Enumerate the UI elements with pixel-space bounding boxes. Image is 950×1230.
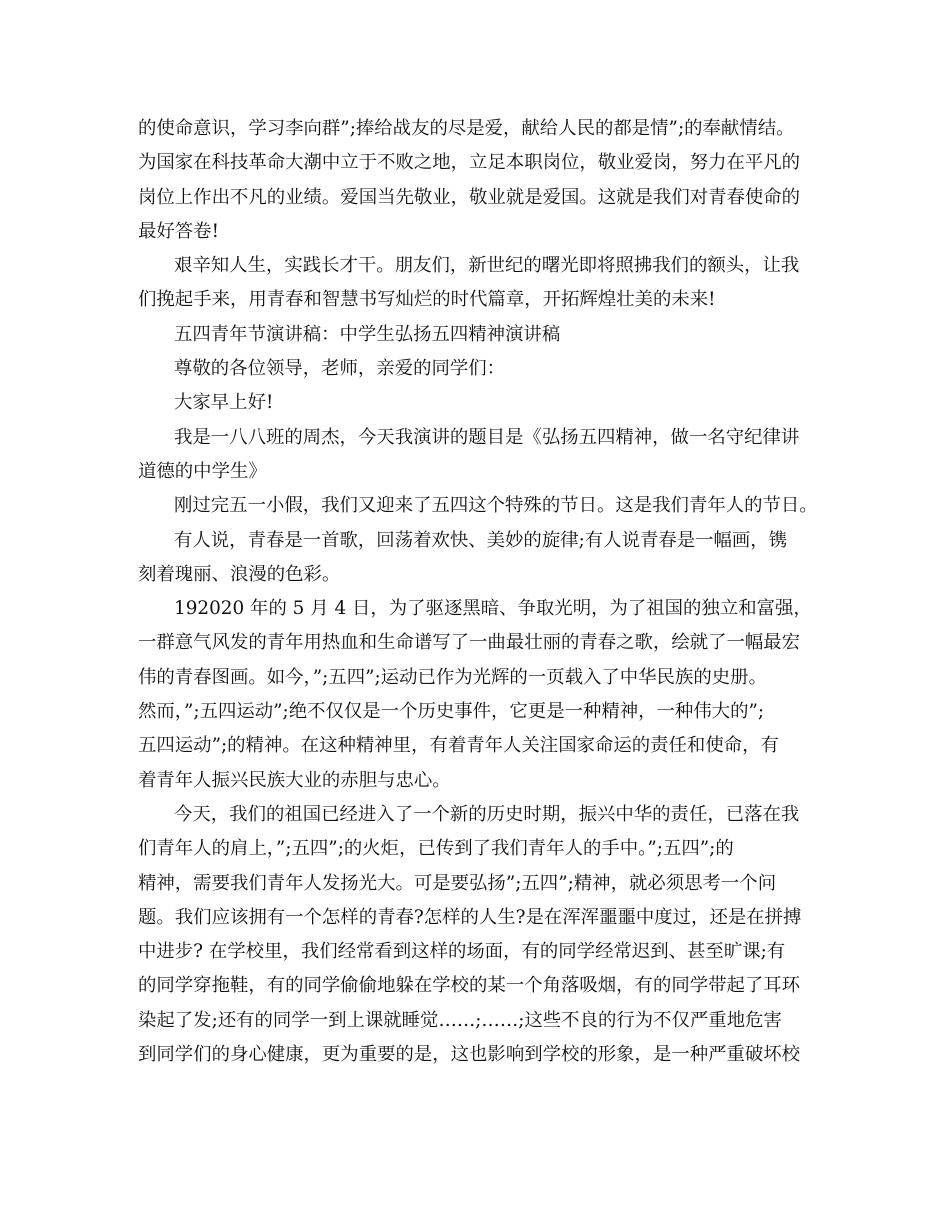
text-line: 五四运动”;的精神。在这种精神里，有着青年人关注国家命运的责任和使命，有: [138, 735, 779, 757]
text-line: 艰辛知人生，实践长才干。朋友们，新世纪的曙光即将照拂我们的额头，让我: [174, 255, 800, 277]
text-line: 一群意气风发的青年用热血和生命谱写了一曲最壮丽的青春之歌，绘就了一幅最宏: [138, 632, 801, 654]
text-line: 到同学们的身心健康，更为重要的是，这也影响到学校的形象，是一种严重破坏校: [138, 1044, 801, 1066]
text-line: 道德的中学生》: [138, 460, 267, 482]
text-line: 最好答卷!: [138, 220, 219, 242]
text-line: 着青年人振兴民族大业的赤胆与忠心。: [138, 769, 451, 791]
text-line: 的使命意识，学习李向群”;捧给战友的尽是爱，献给人民的都是情”;的奉献情结。: [138, 118, 795, 139]
text-line: 中进步? 在学校里，我们经常看到这样的场面，有的同学经常迟到、甚至旷课;有: [138, 941, 786, 963]
text-line: 五四青年节演讲稿：中学生弘扬五四精神演讲稿: [174, 323, 561, 345]
text-line: 为国家在科技革命大潮中立于不败之地，立足本职岗位，敬业爱岗，努力在平凡的: [138, 152, 801, 174]
text-line: 的同学穿拖鞋，有的同学偷偷地躲在学校的某一个角落吸烟，有的同学带起了耳环: [138, 975, 801, 997]
text-line: 今天，我们的祖国已经进入了一个新的历史时期，振兴中华的责任，已落在我: [174, 803, 800, 825]
text-line: 精神，需要我们青年人发扬光大。可是要弘扬”;五四”;精神，就必须思考一个问: [138, 872, 777, 894]
text-line: 们青年人的肩上，”;五四”;的火炬，已传到了我们青年人的手中。”;五四”;的: [138, 838, 734, 860]
text-line: 伟的青春图画。如今，”;五四”;运动已作为光辉的一页载入了中华民族的史册。: [138, 666, 767, 688]
text-line: 染起了发;还有的同学一到上课就睡觉……;……;这些不良的行为不仅严重地危害: [138, 1009, 782, 1031]
text-line: 尊敬的各位领导，老师，亲爱的同学们：: [174, 358, 506, 380]
text-line: 大家早上好!: [174, 392, 274, 414]
text-line: 192020 年的 5 月 4 日，为了驱逐黑暗、争取光明，为了祖国的独立和富强，: [174, 598, 812, 620]
text-line: 刻着瑰丽、浪漫的色彩。: [138, 563, 341, 585]
text-line: 我是一八八班的周杰，今天我演讲的题目是《弘扬五四精神，做一名守纪律讲: [174, 426, 800, 448]
text-line: 然而，”;五四运动”;绝不仅仅是一个历史事件，它更是一种精神，一种伟大的”;: [138, 701, 765, 723]
text-line: 题。我们应该拥有一个怎样的青春?怎样的人生?是在浑浑噩噩中度过，还是在拼搏: [138, 906, 802, 928]
text-line: 们挽起手来，用青春和智慧书写灿烂的时代篇章，开拓辉煌壮美的未来!: [138, 289, 716, 311]
text-line: 刚过完五一小假，我们又迎来了五四这个特殊的节日。这是我们青年人的节日。: [174, 495, 818, 517]
text-line: 有人说，青春是一首歌，回荡着欢快、美妙的旋律;有人说青春是一幅画，镌: [174, 529, 788, 551]
text-line: 岗位上作出不凡的业绩。爱国当先敬业，敬业就是爱国。这就是我们对青春使命的: [138, 186, 801, 208]
document-body: [138, 112, 822, 1072]
